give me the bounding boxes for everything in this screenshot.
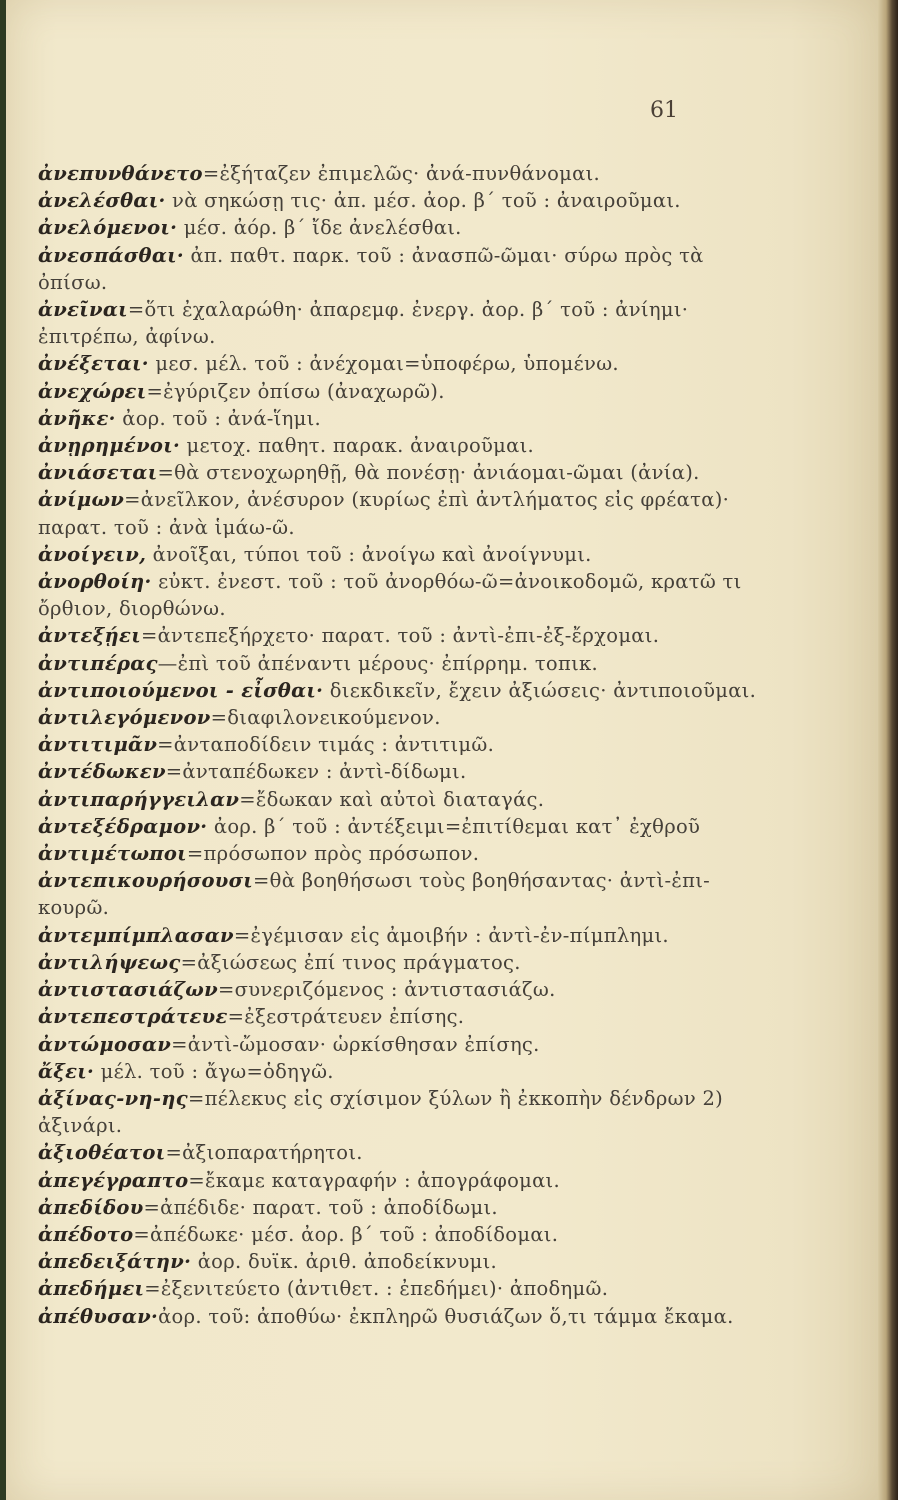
glossary-entry: [38, 1058, 778, 1085]
glossary-entry: [38, 704, 778, 731]
glossary-entry: [38, 486, 778, 540]
glossary-entry: [38, 432, 778, 459]
entry-headword: ἀπεγέγραπτο: [38, 1168, 189, 1192]
entry-headword: ἀνεπυνθάνετο: [38, 162, 203, 185]
glossary-entry: [38, 242, 778, 296]
entry-headword: ἄξει·: [38, 1059, 95, 1083]
glossary-entry: [38, 160, 778, 187]
entry-headword: ἀνορθοίη·: [38, 570, 152, 594]
entry-headword: ἀντιλήψεως: [38, 950, 181, 974]
glossary-entry: [38, 1303, 778, 1330]
glossary-entry: [38, 1248, 778, 1275]
glossary-entry: [38, 459, 778, 486]
entry-headword: ἀντιλεγόμενον: [38, 706, 211, 730]
entry-definition: =ἔκαμε καταγραφήν : ἀπογράφομαι.: [188, 1168, 560, 1192]
glossary-entry: [38, 731, 778, 758]
entry-headword: ἀνοίγειν,: [38, 542, 147, 566]
entry-definition: =ἀξιώσεως ἐπί τινος πράγματος.: [180, 950, 521, 974]
entry-definition: μέσ. ἀόρ. β΄ ἴδε ἀνελέσθαι.: [177, 216, 462, 240]
entry-definition: =ἀπέδιδε· παρατ. τοῦ : ἀποδίδωμι.: [143, 1195, 498, 1219]
entry-definition: =θὰ βοηθήσωσι τοὺς βοηθήσαντας· ἀντὶ-ἐπι-κουρῶ.: [38, 869, 711, 920]
entry-headword: ἀνέξεται·: [38, 352, 149, 376]
glossary-entry: [38, 650, 778, 677]
book-page: [6, 0, 878, 1500]
entry-definition: διεκδικεῖν, ἔχειν ἀξιώσεις· ἀντιποιοῦμαι.: [323, 678, 757, 702]
entry-definition: εὐκτ. ἐνεστ. τοῦ : τοῦ ἀνορθόω-ῶ=ἀνοικοδομῶ, κρατῶ τι ὄρθιον, διορθώνω.: [38, 570, 742, 621]
glossary-entry: [38, 867, 778, 921]
book-fore-edge: [878, 0, 898, 1500]
glossary-entry: [38, 296, 778, 350]
glossary-entry: [38, 1031, 778, 1058]
glossary-entry: [38, 1221, 778, 1248]
glossary-entry: [38, 922, 778, 949]
entry-headword: ἀντεπεστράτευε: [38, 1005, 228, 1029]
entry-definition: =ἀπέδωκε· μέσ. ἀορ. β΄ τοῦ : ἀποδίδομαι.: [133, 1222, 559, 1246]
glossary-entry: [38, 1167, 778, 1194]
entry-headword: ἀντεπικουρήσουσι: [38, 869, 254, 893]
entry-definition: ἀορ. δυϊκ. ἀριθ. ἀποδείκνυμι.: [191, 1250, 498, 1274]
glossary-entry: [38, 405, 778, 432]
entry-headword: ἀπέδοτο: [38, 1222, 134, 1246]
entry-definition: =ἐγέμισαν εἰς ἀμοιβήν : ἀντὶ-ἐν-πίμπλημι.: [233, 923, 669, 947]
page-number: 61: [650, 98, 678, 123]
entry-headword: ἀνεσπάσθαι·: [38, 243, 184, 267]
glossary-entry: [38, 1275, 778, 1302]
entry-definition: ἀορ. τοῦ: ἀποθύω· ἐκπληρῶ θυσιάζων ὅ,τι τάμμα ἔκαμα.: [158, 1304, 734, 1328]
glossary-entry: [38, 840, 778, 867]
entry-headword: ἀπεδήμει: [38, 1277, 145, 1301]
entry-definition: ἀορ. β΄ τοῦ : ἀντέξειμι=ἐπιτίθεμαι κατ᾽ ἐχθροῦ: [207, 814, 701, 838]
entry-definition: =ἀντεπεξήρχετο· παρατ. τοῦ : ἀντὶ-ἐπι-ἐξ-ἔρχομαι.: [140, 624, 660, 648]
glossary-entry: [38, 187, 778, 214]
entry-definition: =πρόσωπον πρὸς πρόσωπον.: [186, 842, 480, 866]
glossary-entry: [38, 1085, 778, 1139]
entry-definition: =διαφιλονεικούμενον.: [210, 706, 441, 730]
entry-headword: ἀντώμοσαν: [38, 1032, 172, 1056]
entry-headword: ἀνῃρημένοι·: [38, 434, 181, 458]
glossary-entry: [38, 976, 778, 1003]
entry-definition: =ἐγύριζεν ὀπίσω (ἀναχωρῶ).: [146, 379, 445, 403]
glossary-entry: [38, 949, 778, 976]
glossary-entry: [38, 1194, 778, 1221]
entry-headword: ἀντιτιμᾶν: [38, 733, 158, 757]
entry-headword: ἀντεξέδραμον·: [38, 814, 208, 838]
entry-headword: ἀντιστασιάζων: [38, 978, 218, 1002]
glossary-entries: [38, 160, 778, 1330]
glossary-entry: [38, 758, 778, 785]
entry-headword: ἀνίμων: [38, 488, 125, 512]
entry-headword: ἀξίνας-νη-ης: [38, 1086, 188, 1110]
entry-headword: ἀνελόμενοι·: [38, 216, 178, 240]
entry-definition: =ἀνεῖλκον, ἀνέσυρον (κυρίως ἐπὶ ἀντλήματος εἰς φρέατα)· παρατ. τοῦ : ἀνὰ ἱμάω-ῶ.: [38, 488, 730, 539]
glossary-entry: [38, 813, 778, 840]
entry-definition: =συνεριζόμενος : ἀντιστασιάζω.: [217, 978, 556, 1002]
entry-definition: =ἔδωκαν καὶ αὐτοὶ διαταγάς.: [239, 787, 545, 811]
entry-headword: ἀνῆκε·: [38, 406, 116, 430]
entry-definition: ἀορ. τοῦ : ἀνά-ἵημι.: [115, 406, 322, 430]
entry-headword: ἀπεδειξάτην·: [38, 1250, 192, 1274]
entry-headword: ἀντέδωκεν: [38, 760, 166, 784]
entry-definition: μεσ. μέλ. τοῦ : ἀνέχομαι=ὑποφέρω, ὑπομένω.: [148, 352, 619, 376]
entry-definition: —ἐπὶ τοῦ ἀπέναντι μέρους· ἐπίρρημ. τοπικ.: [157, 651, 599, 675]
entry-headword: ἀντιμέτωποι: [38, 842, 187, 866]
entry-headword: ἀξιοθέατοι: [38, 1141, 166, 1165]
entry-headword: ἀπέθυσαν·: [38, 1304, 159, 1328]
entry-headword: ἀντεξῄει: [38, 624, 141, 648]
entry-definition: =ἐξεστράτευεν ἐπίσης.: [227, 1005, 465, 1029]
entry-definition: =ἐξενιτεύετο (ἀντιθετ. : ἐπεδήμει)· ἀποδημῶ.: [144, 1277, 609, 1301]
entry-definition: =ἀξιοπαρατήρητοι.: [165, 1141, 363, 1165]
entry-headword: ἀντιπέρας: [38, 651, 158, 675]
entry-headword: ἀνελέσθαι·: [38, 189, 166, 213]
entry-definition: =ἀνταποδίδειν τιμάς : ἀντιτιμῶ.: [157, 733, 495, 757]
glossary-entry: [38, 622, 778, 649]
entry-definition: =ἀντὶ-ὤμοσαν· ὡρκίσθησαν ἐπίσης.: [171, 1032, 540, 1056]
entry-definition: =ἐξήταζεν ἐπιμελῶς· ἀνά-πυνθάνομαι.: [202, 162, 601, 185]
entry-definition: ἀνοῖξαι, τύποι τοῦ : ἀνοίγω καὶ ἀνοίγνυμι.: [146, 542, 592, 566]
glossary-entry: [38, 378, 778, 405]
entry-headword: ἀντιπαρήγγειλαν: [38, 787, 240, 811]
glossary-entry: [38, 350, 778, 377]
glossary-entry: [38, 677, 778, 704]
entry-headword: ἀντεμπίμπλασαν: [38, 923, 234, 947]
entry-definition: μέλ. τοῦ : ἄγω=ὁδηγῶ.: [94, 1059, 334, 1083]
glossary-entry: [38, 1003, 778, 1030]
entry-headword: ἀνεῖναι: [38, 298, 128, 322]
entry-definition: μετοχ. παθητ. παρακ. ἀναιροῦμαι.: [180, 434, 535, 458]
entry-headword: ἀντιποιούμενοι - εἶσθαι·: [38, 678, 324, 702]
entry-definition: =θὰ στενοχωρηθῇ, θὰ πονέσῃ· ἀνιάομαι-ῶμαι (ἀνία).: [157, 461, 700, 485]
glossary-entry: [38, 1139, 778, 1166]
entry-definition: =ὅτι ἐχαλαρώθη· ἀπαρεμφ. ἐνεργ. ἀορ. β΄ τοῦ : ἀνίημι· ἐπιτρέπω, ἀφίνω.: [38, 298, 689, 349]
glossary-entry: [38, 214, 778, 241]
entry-headword: ἀνιάσεται: [38, 461, 158, 485]
entry-definition: ἀπ. παθτ. παρκ. τοῦ : ἀνασπῶ-ῶμαι· σύρω πρὸς τὰ ὀπίσω.: [38, 243, 704, 294]
entry-headword: ἀπεδίδου: [38, 1195, 144, 1219]
entry-definition: =πέλεκυς εἰς σχίσιμον ξύλων ἢ ἐκκοπὴν δένδρων 2) ἀξινάρι.: [38, 1086, 724, 1138]
entry-definition: νὰ σηκώσῃ τις· ἀπ. μέσ. ἀορ. β΄ τοῦ : ἀναιροῦμαι.: [165, 189, 681, 213]
glossary-entry: [38, 568, 778, 622]
entry-definition: =ἀνταπέδωκεν : ἀντὶ-δίδωμι.: [165, 760, 467, 784]
entry-headword: ἀνεχώρει: [38, 379, 147, 403]
glossary-entry: [38, 786, 778, 813]
glossary-entry: [38, 541, 778, 568]
